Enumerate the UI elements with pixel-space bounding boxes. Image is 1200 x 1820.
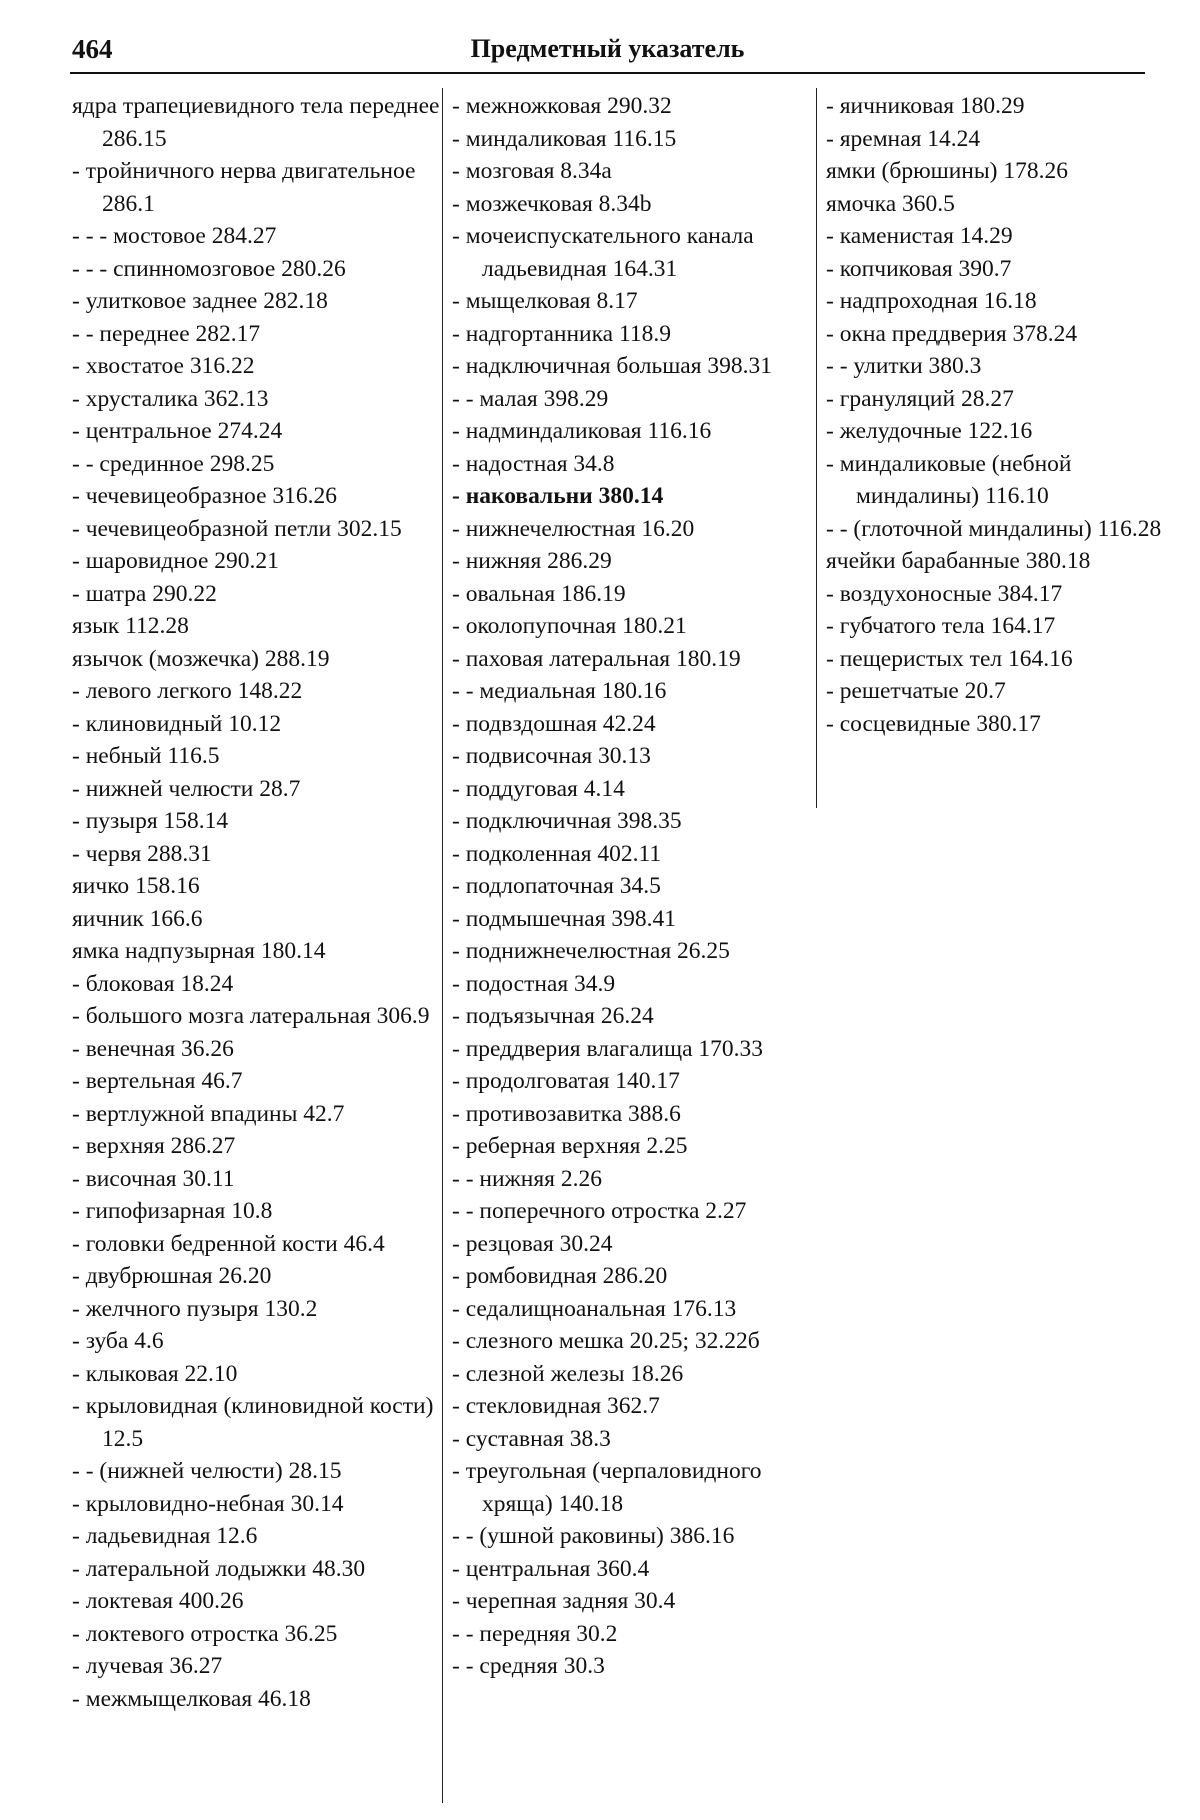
index-entry: - - - спинномозговое 280.26 bbox=[72, 255, 346, 282]
index-entry: - ладьевидная 12.6 bbox=[72, 1523, 258, 1549]
index-entry: - мозжечковая 8.34b bbox=[452, 190, 652, 217]
index-entry: - продолговатая 140.17 bbox=[452, 1068, 680, 1094]
index-entry: - стекловидная 362.7 bbox=[452, 1393, 660, 1419]
index-entry: язык 112.28 bbox=[72, 613, 189, 639]
index-entry: - вертлужной впадины 42.7 bbox=[72, 1100, 345, 1127]
index-entry: - подмышечная 398.41 bbox=[452, 905, 677, 932]
index-entry: - мозговая 8.34a bbox=[452, 158, 612, 184]
index-entry: - головки бедренной кости 46.4 bbox=[72, 1230, 385, 1257]
index-entry: - суставная 38.3 bbox=[452, 1425, 611, 1452]
index-entry: - - нижняя 2.26 bbox=[452, 1165, 602, 1192]
column-divider-1 bbox=[442, 88, 443, 1803]
page-header bbox=[70, 30, 1145, 74]
index-entry: - грануляций 28.27 bbox=[826, 385, 1014, 412]
index-entry: - желчного пузыря 130.2 bbox=[72, 1295, 318, 1322]
index-entry: - локтевая 400.26 bbox=[72, 1588, 244, 1614]
index-entry: - надгортанника 118.9 bbox=[452, 320, 671, 347]
index-entry: - подвздошная 42.24 bbox=[452, 710, 656, 737]
column-divider-2 bbox=[816, 88, 817, 808]
index-entry: - слезной железы 18.26 bbox=[452, 1360, 684, 1387]
index-entry: - пузыря 158.14 bbox=[72, 808, 229, 834]
index-entry: - - улитки 380.3 bbox=[826, 353, 982, 379]
index-entry: - поддуговая 4.14 bbox=[452, 775, 625, 802]
index-entry: - преддверия влагалища 170.33 bbox=[452, 1035, 764, 1062]
index-entry: - - средняя 30.3 bbox=[452, 1653, 605, 1679]
index-entry: - клыковая 22.10 bbox=[72, 1360, 238, 1387]
index-entry: - нижней челюсти 28.7 bbox=[72, 775, 301, 802]
index-entry: - слезного мешка 20.25; 32.22б bbox=[452, 1328, 760, 1354]
index-entry: - большого мозга латеральная 306.9 bbox=[72, 1003, 430, 1029]
index-entry: - поднижнечелюстная 26.25 bbox=[452, 938, 730, 964]
index-entry: - подколенная 402.11 bbox=[452, 840, 662, 867]
index-entry: - - поперечного отростка 2.27 bbox=[452, 1198, 747, 1224]
index-entry: - - переднее 282.17 bbox=[72, 320, 261, 347]
index-entry: - нижняя 286.29 bbox=[452, 548, 612, 574]
index-entry: - улитковое заднее 282.18 bbox=[72, 288, 328, 314]
index-entry: - - (ушной раковины) 386.16 bbox=[452, 1523, 735, 1549]
index-entry: - наковальни 380.14 bbox=[452, 483, 664, 509]
index-entry: - гипофизарная 10.8 bbox=[72, 1198, 273, 1224]
index-entry: - подостная 34.9 bbox=[452, 970, 616, 997]
index-entry: ямки (брюшины) 178.26 bbox=[826, 158, 1068, 184]
index-entry: - ромбовидная 286.20 bbox=[452, 1263, 668, 1289]
index-entry: - хвостатое 316.22 bbox=[72, 353, 255, 379]
page-title: Предметный указатель bbox=[470, 34, 745, 63]
index-entry: - левого легкого 148.22 bbox=[72, 678, 303, 704]
index-entry: - воздухоносные 384.17 bbox=[826, 580, 1063, 607]
index-entry: - желудочные 122.16 bbox=[826, 418, 1033, 444]
index-entry: ямка надпузырная 180.14 bbox=[72, 938, 326, 964]
index-entry: - пещеристых тел 164.16 bbox=[826, 645, 1073, 672]
index-entry: - яичниковая 180.29 bbox=[826, 93, 1025, 119]
index-entry: - межножковая 290.32 bbox=[452, 93, 672, 119]
index-entry: - червя 288.31 bbox=[72, 840, 212, 867]
index-entry: ямочка 360.5 bbox=[826, 190, 955, 217]
index-entry: - чечевицеобразное 316.26 bbox=[72, 483, 338, 509]
index-entry: - двубрюшная 26.20 bbox=[72, 1263, 272, 1289]
index-entry: - мыщелковая 8.17 bbox=[452, 288, 638, 314]
index-entry: - околопупочная 180.21 bbox=[452, 613, 687, 639]
index-entry: - вертельная 46.7 bbox=[72, 1068, 243, 1094]
index-entry: - подключичная 398.35 bbox=[452, 808, 682, 834]
index-entry: - тройничного нерва двигательное 286.1 bbox=[72, 158, 416, 217]
index-entry: яичник 166.6 bbox=[72, 905, 203, 932]
index-entry: яичко 158.16 bbox=[72, 873, 200, 899]
index-entry: - - передняя 30.2 bbox=[452, 1620, 618, 1647]
index-entry: - блоковая 18.24 bbox=[72, 970, 234, 997]
index-entry: - черепная задняя 30.4 bbox=[452, 1588, 676, 1614]
index-entry: - подлопаточная 34.5 bbox=[452, 873, 661, 899]
index-entry: - центральная 360.4 bbox=[452, 1555, 650, 1582]
index-entry: - небный 116.5 bbox=[72, 743, 220, 769]
index-entry: - - малая 398.29 bbox=[452, 385, 609, 412]
index-entry: - сосцевидные 380.17 bbox=[826, 710, 1041, 737]
index-entry: - хрусталика 362.13 bbox=[72, 385, 269, 412]
index-entry: - надключичная большая 398.31 bbox=[452, 353, 773, 379]
index-entry: - подъязычная 26.24 bbox=[452, 1003, 654, 1029]
index-entry: - миндаликовые (небной миндалины) 116.10 bbox=[826, 450, 1072, 509]
index-entry: - центральное 274.24 bbox=[72, 418, 283, 444]
index-entry: - височная 30.11 bbox=[72, 1165, 235, 1192]
index-entry: - латеральной лодыжки 48.30 bbox=[72, 1555, 366, 1582]
page-number: 464 bbox=[72, 34, 113, 64]
index-entry: - локтевого отростка 36.25 bbox=[72, 1620, 338, 1647]
index-entry: - межмыщелковая 46.18 bbox=[72, 1685, 311, 1712]
index-entry: - подвисочная 30.13 bbox=[452, 743, 651, 769]
index-entry: - треугольная (черпаловидного хряща) 140.18 bbox=[452, 1458, 762, 1517]
index-entry: - нижнечелюстная 16.20 bbox=[452, 515, 695, 542]
index-entry: - - срединное 298.25 bbox=[72, 450, 275, 477]
index-entry: - губчатого тела 164.17 bbox=[826, 613, 1056, 639]
index-entry: ячейки барабанные 380.18 bbox=[826, 548, 1091, 574]
index-entry: - копчиковая 390.7 bbox=[826, 255, 1012, 282]
index-entry: - венечная 36.26 bbox=[72, 1035, 234, 1062]
index-entry: - надпроходная 16.18 bbox=[826, 288, 1037, 314]
index-entry: - - (глоточной миндалины) 116.28 bbox=[826, 515, 1162, 542]
index-entry: - надминдаликовая 116.16 bbox=[452, 418, 712, 444]
index-column-1 bbox=[72, 90, 442, 1715]
index-entry: - каменистая 14.29 bbox=[826, 223, 1013, 249]
index-column-2 bbox=[452, 90, 812, 1683]
index-entry: - - медиальная 180.16 bbox=[452, 678, 667, 704]
index-entry: - яремная 14.24 bbox=[826, 125, 981, 152]
index-entry: - миндаликовая 116.15 bbox=[452, 125, 677, 152]
index-entry: - верхняя 286.27 bbox=[72, 1133, 236, 1159]
index-entry: - реберная верхняя 2.25 bbox=[452, 1133, 688, 1159]
index-entry: - седалищноанальная 176.13 bbox=[452, 1295, 737, 1322]
index-entry: - чечевицеобразной петли 302.15 bbox=[72, 515, 402, 542]
index-entry: - надостная 34.8 bbox=[452, 450, 615, 477]
index-entry: - овальная 186.19 bbox=[452, 580, 626, 607]
index-entry: - - (нижней челюсти) 28.15 bbox=[72, 1458, 342, 1484]
index-column-3 bbox=[826, 90, 1166, 740]
index-entry: - окна преддверия 378.24 bbox=[826, 320, 1078, 347]
index-entry: - лучевая 36.27 bbox=[72, 1653, 223, 1679]
index-entry: - резцовая 30.24 bbox=[452, 1230, 613, 1257]
index-entry: - противозавитка 388.6 bbox=[452, 1100, 681, 1127]
index-entry: ядра трапециевидного тела переднее 286.15 bbox=[72, 93, 440, 152]
index-entry: - решетчатые 20.7 bbox=[826, 678, 1006, 704]
index-entry: - шаровидное 290.21 bbox=[72, 548, 279, 574]
index-entry: - паховая латеральная 180.19 bbox=[452, 645, 741, 672]
index-entry: - шатра 290.22 bbox=[72, 580, 217, 607]
index-entry: - крыловидная (клиновидной кости) 12.5 bbox=[72, 1393, 434, 1452]
index-entry: - мочеиспускательного канала ладьевидная 164.31 bbox=[452, 223, 754, 282]
index-entry: - клиновидный 10.12 bbox=[72, 710, 282, 737]
index-entry: - зуба 4.6 bbox=[72, 1328, 164, 1354]
index-entry: язычок (мозжечка) 288.19 bbox=[72, 645, 330, 672]
index-entry: - крыловидно-небная 30.14 bbox=[72, 1490, 344, 1517]
index-entry: - - - мостовое 284.27 bbox=[72, 223, 277, 249]
